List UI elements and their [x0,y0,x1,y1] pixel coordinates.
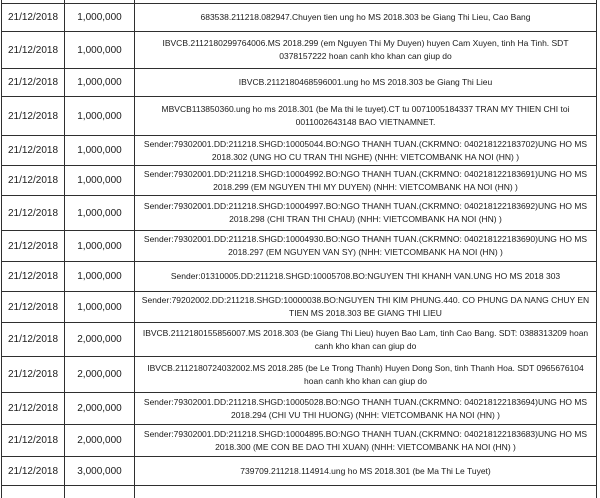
description-cell: Sender:79302001.DD:211218.SHGD:10004997.BO:NGO THANH TUAN.(CKRMNO: 040218122183692)UNG HO MS 2018.298 (CHI TRAN THI CHAU) (NHH: VIETCOMBANK HA NOI (HN) ) [135,196,597,231]
amount-cell: 1,000,000 [65,166,135,196]
amount-cell: 1,000,000 [65,4,135,32]
date-cell: 21/12/2018 [2,136,65,166]
amount-cell: 1,000,000 [65,262,135,292]
table-row [2,425,597,457]
table-row [2,196,597,231]
date-cell: 21/12/2018 [2,196,65,231]
description-cell: 739709.211218.114914.ung ho MS 2018.301 (be Ma Thi Le Tuyet) [135,457,597,486]
date-cell: 21/12/2018 [2,97,65,136]
table-row [2,32,597,69]
date-cell: 21/12/2018 [2,457,65,486]
description-cell [135,486,597,498]
table-row [2,457,597,486]
date-cell [2,486,65,498]
table-row [2,393,597,425]
table-row [2,357,597,393]
amount-cell: 2,000,000 [65,357,135,393]
table-row [2,231,597,262]
amount-cell: 1,000,000 [65,136,135,166]
date-cell: 21/12/2018 [2,323,65,357]
description-cell: Sender:01310005.DD:211218.SHGD:10005708.BO:NGUYEN THI KHANH VAN.UNG HO MS 2018 303 [135,262,597,292]
description-cell: Sender:79202002.DD:211218.SHGD:10000038.BO:NGUYEN THI KIM PHUNG.440. CO PHUNG DA NANG CHUY EN TIEN MS 2018.303 BE GIANG THI LIEU [135,292,597,323]
date-cell: 21/12/2018 [2,32,65,69]
description-cell: Sender:79302001.DD:211218.SHGD:10004992.BO:NGO THANH TUAN.(CKRMNO: 040218122183691)UNG HO MS 2018.299 (EM NGUYEN THI MY DUYEN) (NHH: VIETCOMBANK HA NOI (HN) ) [135,166,597,196]
amount-cell: 3,000,000 [65,457,135,486]
amount-cell: 2,000,000 [65,393,135,425]
amount-cell: 1,000,000 [65,69,135,97]
table-row [2,69,597,97]
amount-cell [65,486,135,498]
amount-cell: 1,000,000 [65,231,135,262]
description-cell: Sender:79302001.DD:211218.SHGD:10004895.BO:NGO THANH TUAN.(CKRMNO: 040218122183683)UNG HO MS 2018.300 (ME CON BE DAO THI XUAN) (NHH: VIETCOMBANK HA NOI (HN) ) [135,425,597,457]
date-cell: 21/12/2018 [2,231,65,262]
amount-cell: 2,000,000 [65,425,135,457]
amount-cell: 1,000,000 [65,32,135,69]
transactions-table [1,0,597,498]
description-cell: IBVCB.2112180724032002.MS 2018.285 (be Le Trong Thanh) Huyen Dong Son, tinh Thanh Hoa. SDT 0965676104 hoan canh kho khan can giup do [135,357,597,393]
description-cell: 683538.211218.082947.Chuyen tien ung ho MS 2018.303 be Giang Thi Lieu, Cao Bang [135,4,597,32]
date-cell: 21/12/2018 [2,425,65,457]
table-row [2,136,597,166]
description-cell: IBVCB.2112180299764006.MS 2018.299 (em Nguyen Thi My Duyen) huyen Cam Xuyen, tinh Ha Tinh. SDT 0378157222 hoan canh kho khan can giup do [135,32,597,69]
description-cell: Sender:79302001.DD:211218.SHGD:10004930.BO:NGO THANH TUAN.(CKRMNO: 040218122183690)UNG HO MS 2018.297 (EM NGUYEN VAN SY) (NHH: VIETCOMBANK HA NOI (HN) ) [135,231,597,262]
table-row [2,262,597,292]
amount-cell: 1,000,000 [65,196,135,231]
table-row [2,97,597,136]
date-cell: 21/12/2018 [2,166,65,196]
description-cell: IBVCB.2112180468596001.ung ho MS 2018.303 be Giang Thi Lieu [135,69,597,97]
date-cell: 21/12/2018 [2,4,65,32]
date-cell: 21/12/2018 [2,292,65,323]
partial-row-bottom [2,486,597,498]
date-cell: 21/12/2018 [2,393,65,425]
date-cell: 21/12/2018 [2,69,65,97]
description-cell: IBVCB.2112180155856007.MS 2018.303 (be Giang Thi Lieu) huyen Bao Lam, tinh Cao Bang. SDT: 0388313209 hoan canh kho khan can giup do [135,323,597,357]
date-cell: 21/12/2018 [2,262,65,292]
table-row [2,4,597,32]
amount-cell: 2,000,000 [65,323,135,357]
amount-cell: 1,000,000 [65,97,135,136]
table-row [2,166,597,196]
date-cell: 21/12/2018 [2,357,65,393]
table-row [2,323,597,357]
table-row [2,292,597,323]
description-cell: Sender:79302001.DD:211218.SHGD:10005028.BO:NGO THANH TUAN.(CKRMNO: 040218122183694)UNG HO MS 2018.294 (CHI VU THI HUONG) (NHH: VIETCOMBANK HA NOI (HN) ) [135,393,597,425]
amount-cell: 1,000,000 [65,292,135,323]
description-cell: Sender:79302001.DD:211218.SHGD:10005044.BO:NGO THANH TUAN.(CKRMNO: 040218122183702)UNG HO MS 2018.302 (UNG HO CU TRAN THI NGHE) (NHH: VIETCOMBANK HA NOI (HN) ) [135,136,597,166]
description-cell: MBVCB113850360.ung ho ms 2018.301 (be Ma thi le tuyet).CT tu 0071005184337 TRAN MY THIEN CHI toi 0011002643148 BAO VIETNAMNET. [135,97,597,136]
